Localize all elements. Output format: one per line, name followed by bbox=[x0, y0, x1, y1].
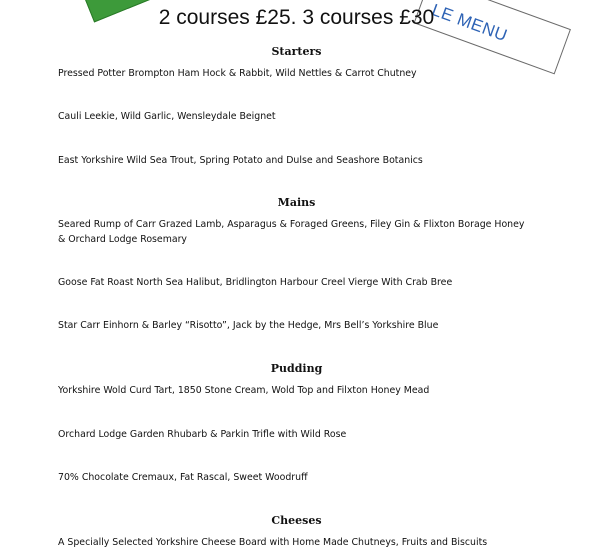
section-heading-mains: Mains bbox=[277, 196, 316, 209]
stamp-text: LE MENU bbox=[429, 0, 511, 46]
menu-item: A Specially Selected Yorkshire Cheese Board with Home Made Chutneys, Fruits and Biscuits bbox=[58, 537, 488, 548]
menu-item: Seared Rump of Carr Grazed Lamb, Asparagus & Foraged Greens, Filey Gin & Flixton Borage Honey & Orchard Lodge Rosemary bbox=[58, 219, 525, 245]
section-heading-cheeses: Cheeses bbox=[271, 514, 322, 527]
section-heading-pudding: Pudding bbox=[270, 362, 323, 375]
menu-item: 70% Chocolate Cremaux, Fat Rascal, Sweet Woodruff bbox=[58, 472, 308, 483]
menu-item: Star Carr Einhorn & Barley “Risotto”, Jack by the Hedge, Mrs Bell’s Yorkshire Blue bbox=[58, 320, 439, 331]
menu-item: Yorkshire Wold Curd Tart, 1850 Stone Cream, Wold Top and Filxton Honey Mead bbox=[58, 385, 430, 396]
menu-item: Orchard Lodge Garden Rhubarb & Parkin Trifle with Wild Rose bbox=[58, 429, 347, 440]
menu-item: Goose Fat Roast North Sea Halibut, Bridlington Harbour Creel Vierge With Crab Bree bbox=[58, 277, 453, 288]
section-heading-starters: Starters bbox=[271, 45, 322, 58]
price-line: 2 courses £25. 3 courses £30 bbox=[158, 6, 435, 29]
menu-item: East Yorkshire Wild Sea Trout, Spring Potato and Dulse and Seashore Botanics bbox=[58, 155, 423, 166]
menu-item: Pressed Potter Brompton Ham Hock & Rabbit, Wild Nettles & Carrot Chutney bbox=[58, 68, 417, 79]
menu-item: Cauli Leekie, Wild Garlic, Wensleydale Beignet bbox=[58, 111, 276, 122]
